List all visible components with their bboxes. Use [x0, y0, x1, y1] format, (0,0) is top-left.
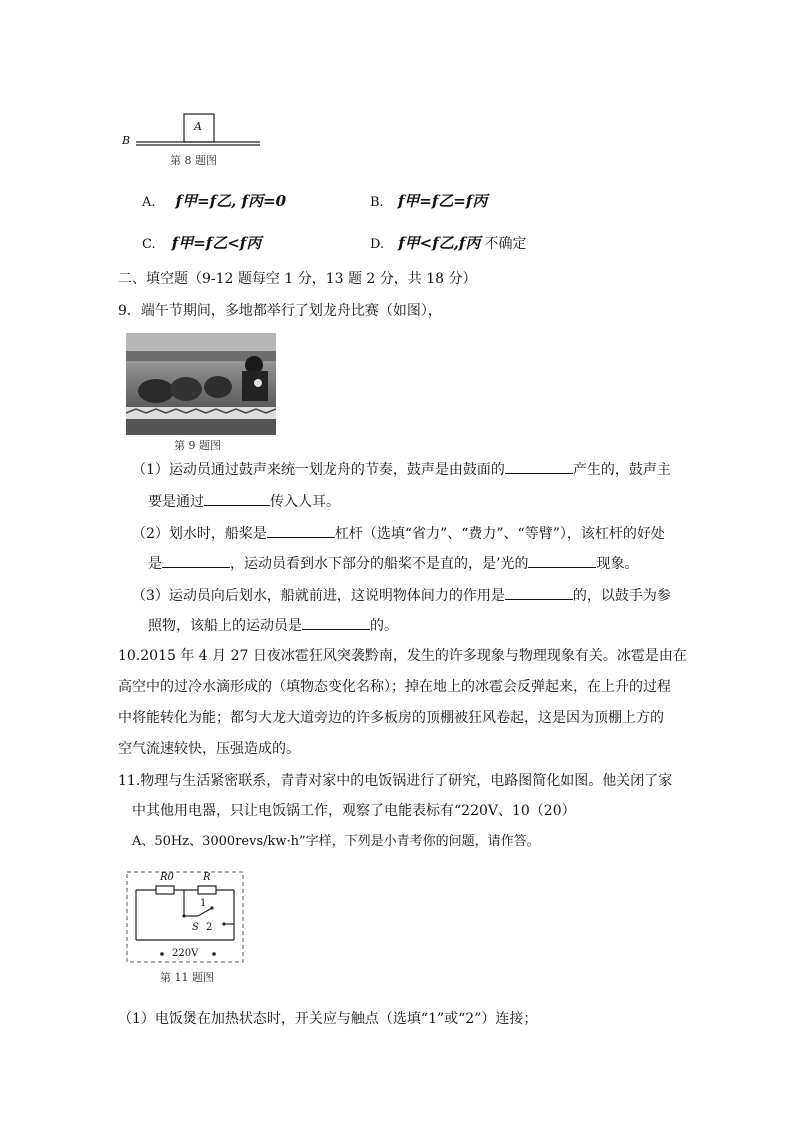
q9-p2-text-b: 杠杆（选填“省力”、“费力”、“等臂”），该杠杆的好处	[334, 526, 665, 542]
q9-p2-blank-2[interactable]	[162, 552, 230, 568]
option-c-formula: f甲=f乙<f丙	[171, 234, 262, 252]
q9-part2-line1	[132, 522, 665, 543]
fig11-switch-label: S	[192, 922, 199, 933]
option-b-formula: f甲=f乙=f丙	[397, 192, 488, 210]
q9-part2-line2	[148, 552, 638, 573]
q9-p2-text-a: （2）划水时，船桨是	[132, 526, 267, 542]
figure-11-caption: 第 11 题图	[160, 971, 214, 984]
dragon-boat-photo	[126, 333, 276, 435]
q11-line3: A、50Hz、3000revs/kw·h”字样，下列是小青考你的问题，请作答。	[132, 834, 540, 849]
q11-line2: 中其他用电器，只让电饭锅工作，观察了电能表标有“220V、10（20）	[132, 803, 576, 819]
q10-line3: 中将能转化为能；都匀大龙大道旁边的许多板房的顶棚被狂风卷起，这是因为顶棚上方的	[118, 710, 664, 726]
figure-8-caption: 第 8 题图	[170, 154, 217, 167]
q9-p2-text-e: 现象。	[596, 556, 639, 572]
q9-p3-text-b: 的，以鼓手为参	[572, 588, 671, 604]
figure-9	[126, 333, 276, 451]
figure-9-caption: 第 9 题图	[174, 439, 221, 452]
q9-p1-text-b: 产生的，鼓声主	[572, 462, 671, 478]
q9-p2-text-c: 是	[148, 556, 162, 572]
option-d-formula: f甲<f乙,f丙	[398, 234, 481, 252]
surface-label: B	[122, 134, 131, 147]
fig11-r0-label: R0	[160, 872, 174, 883]
q9-p1-text-c: 要是通过	[148, 494, 204, 510]
q9-part3-line1	[132, 584, 671, 605]
q9-part1-line2	[148, 490, 340, 511]
q10-line2: 高空中的过冷水滴形成的（填物态变化名称）；掉在地上的冰雹会反弹起来，在上升的过程	[118, 679, 671, 695]
q9-stem: 9．端午节期间，多地都举行了划龙舟比赛（如图），	[118, 303, 442, 319]
option-a	[142, 190, 286, 211]
q9-p3-text-d: 的。	[370, 618, 398, 634]
q9-part1-line1	[132, 458, 671, 479]
q9-p1-text-d: 传入人耳。	[270, 494, 340, 510]
fig11-contact-1: 1	[200, 898, 207, 909]
option-b	[370, 190, 487, 211]
q9-p1-blank-1[interactable]	[505, 458, 573, 474]
q11-sub1: （1）电饭煲在加热状态时，开关应与触点（选填“1”或“2”）连接；	[118, 1011, 538, 1027]
option-c-letter: C.	[142, 237, 156, 252]
q9-p2-blank-1[interactable]	[267, 522, 335, 538]
q9-p1-blank-2[interactable]	[204, 490, 270, 506]
figure-11	[126, 870, 246, 984]
q9-p2-blank-3[interactable]	[528, 552, 596, 568]
section-2-heading: 二、填空题（9-12 题每空 1 分，13 题 2 分，共 18 分）	[118, 271, 477, 287]
fig11-contact-2: 2	[206, 922, 213, 933]
q9-p3-blank-2[interactable]	[302, 614, 370, 630]
figure-8	[120, 106, 270, 168]
fig11-voltage-label: 220V	[172, 948, 199, 959]
q10-line1: 10.2015 年 4 月 27 日夜冰雹狂风突袭黔南，发生的许多现象与物理现象有关。冰雹是由在	[118, 648, 687, 664]
option-a-letter: A.	[142, 195, 156, 210]
q9-part3-line2	[148, 614, 398, 635]
q9-p3-blank-1[interactable]	[505, 584, 573, 600]
q11-line1: 11.物理与生活紧密联系，青青对家中的电饭锅进行了研究，电路图简化如图。他关闭了家	[118, 773, 673, 789]
q9-p1-text-a: （1）运动员通过鼓声来统一划龙舟的节奏，鼓声是由鼓面的	[132, 462, 505, 478]
option-a-formula: f甲=f乙, f丙=0	[175, 192, 287, 210]
option-b-letter: B.	[370, 195, 384, 210]
q9-p2-text-d: ，运动员看到水下部分的船桨不是直的，是’光的	[230, 556, 529, 572]
option-d-letter: D.	[370, 237, 385, 252]
q9-p3-text-c: 照物，该船上的运动员是	[148, 618, 302, 634]
option-d-suffix: 不确定	[484, 236, 527, 252]
q9-p3-text-a: （3）运动员向后划水，船就前进，这说明物体间力的作用是	[132, 588, 505, 604]
block-label: A	[194, 120, 202, 133]
q10-line4: 空气流速较快，压强造成的。	[118, 741, 300, 757]
option-c	[142, 232, 261, 253]
fig11-r-label: R	[203, 872, 211, 883]
option-d	[370, 232, 527, 253]
